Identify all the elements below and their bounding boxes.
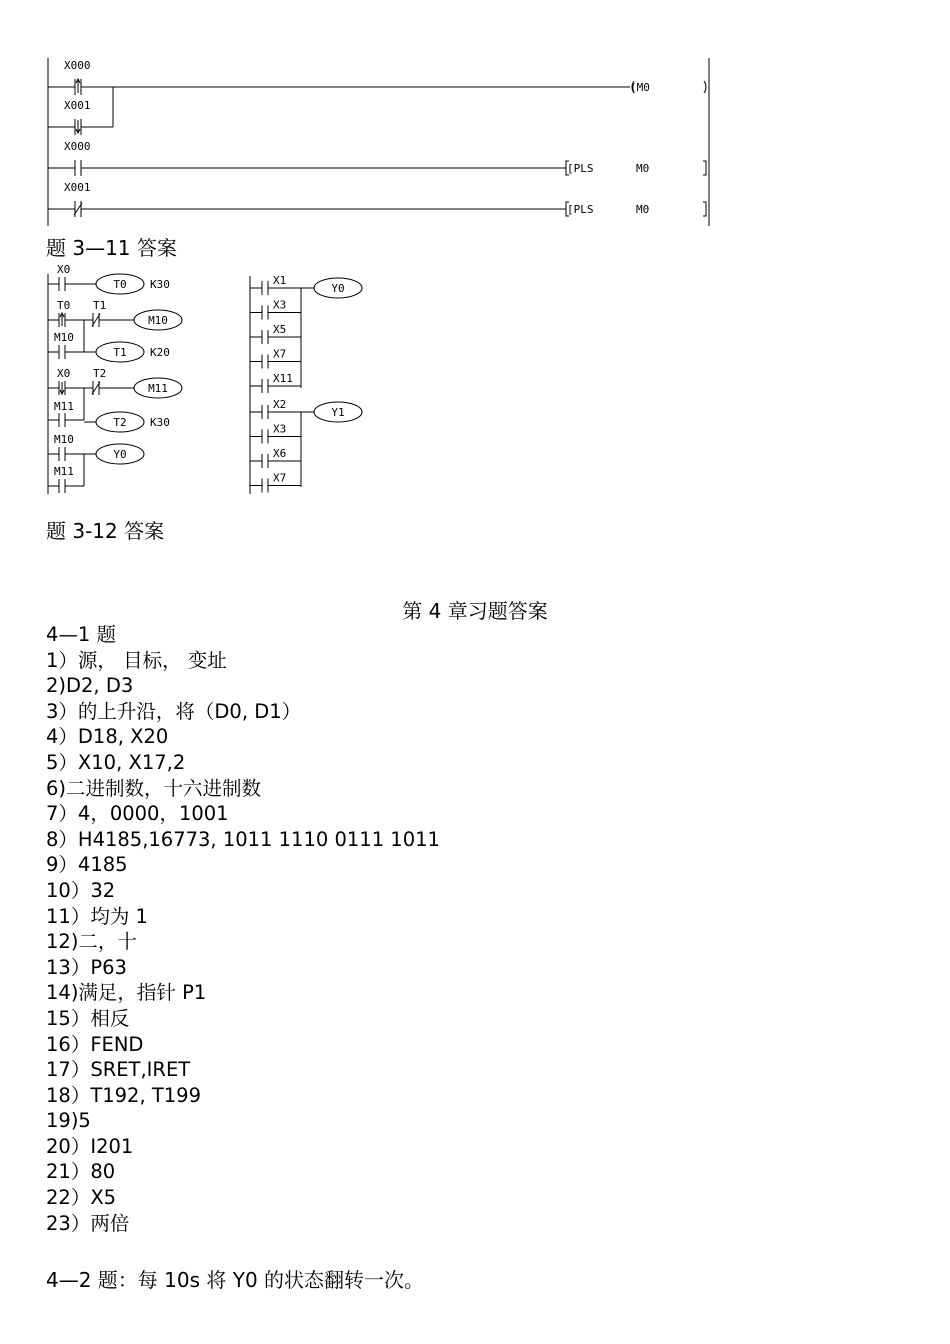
contact-label: X1 bbox=[273, 274, 287, 287]
instruction-label: [PLS bbox=[567, 203, 594, 216]
contact-label: X000 bbox=[64, 59, 91, 72]
contact-label: X11 bbox=[273, 372, 293, 385]
operand-label: M0 bbox=[636, 162, 650, 175]
list-item: 10）32 bbox=[46, 878, 116, 902]
list-item: 12)二，十 bbox=[46, 930, 137, 954]
list-item: 17）SRET,IRET bbox=[46, 1058, 191, 1082]
coil-label: M11 bbox=[148, 382, 168, 395]
contact-label: M10 bbox=[54, 433, 74, 446]
contact-label: X7 bbox=[273, 471, 287, 485]
figure-caption-3-11: 题 3—11 答案 bbox=[46, 236, 177, 260]
list-item: 9）4185 bbox=[46, 853, 128, 877]
contact-label: T2 bbox=[93, 367, 107, 380]
coil-label: T1 bbox=[113, 346, 127, 359]
coil-label: M10 bbox=[148, 314, 168, 327]
list-item: 18）T192, T199 bbox=[46, 1083, 201, 1107]
contact-label: X000 bbox=[64, 140, 91, 153]
contact-label: X001 bbox=[64, 181, 91, 194]
list-item: 21）80 bbox=[46, 1160, 116, 1184]
answer-list bbox=[46, 622, 440, 1236]
contact-label: X2 bbox=[273, 398, 287, 411]
list-item: 5）X10, X17,2 bbox=[46, 750, 186, 774]
constant-label: K30 bbox=[150, 278, 170, 291]
contact-label: T1 bbox=[93, 299, 107, 312]
list-item: 22）X5 bbox=[46, 1186, 117, 1210]
coil-label: Y0 bbox=[113, 448, 127, 461]
coil-label: Y0 bbox=[331, 282, 345, 295]
instruction-label: [PLS bbox=[567, 162, 594, 175]
contact-label: M11 bbox=[54, 465, 74, 478]
constant-label: K20 bbox=[150, 346, 170, 359]
contact-label: X3 bbox=[273, 298, 287, 312]
list-item: 13）P63 bbox=[46, 955, 127, 979]
contact-label: M10 bbox=[54, 331, 74, 344]
coil-label: T2 bbox=[113, 416, 127, 429]
list-item: 15）相反 bbox=[46, 1006, 130, 1030]
contact-label: X5 bbox=[273, 323, 287, 336]
list-item: 2)D2, D3 bbox=[46, 674, 134, 698]
contact-label: M11 bbox=[54, 400, 74, 413]
contact-label: X0 bbox=[57, 263, 71, 276]
figure-caption-3-12: 题 3-12 答案 bbox=[46, 519, 165, 543]
list-item: 8）H4185,16773, 1011 1110 0111 1011 bbox=[46, 827, 440, 851]
list-item: 4）D18, X20 bbox=[46, 725, 169, 749]
list-item: 7）4，0000，1001 bbox=[46, 802, 229, 826]
list-item: 19)5 bbox=[46, 1109, 91, 1133]
chapter-title: 第 4 章习题答案 bbox=[402, 599, 548, 623]
question-4-2: 4—2 题：每 10s 将 Y0 的状态翻转一次。 bbox=[46, 1268, 425, 1292]
coil-label: (M0 bbox=[630, 81, 650, 94]
contact-label: X6 bbox=[273, 447, 287, 460]
coil-label: T0 bbox=[113, 278, 127, 291]
operand-label: M0 bbox=[636, 203, 650, 216]
list-item: 6)二进制数，十六进制数 bbox=[46, 776, 262, 800]
contact-label: X001 bbox=[64, 99, 91, 112]
contact-label: T0 bbox=[57, 299, 71, 312]
list-item: 23）两倍 bbox=[46, 1211, 130, 1235]
list-item: 16）FEND bbox=[46, 1032, 144, 1056]
list-item: 1）源， 目标， 变址 bbox=[46, 648, 227, 672]
contact-label: X7 bbox=[273, 347, 287, 361]
contact-label: X3 bbox=[273, 422, 287, 436]
coil-label: Y1 bbox=[331, 406, 345, 419]
constant-label: K30 bbox=[150, 416, 170, 429]
list-item: 3）的上升沿，将（D0, D1） bbox=[46, 699, 302, 723]
contact-label: X0 bbox=[57, 367, 71, 380]
list-item: 11）均为 1 bbox=[46, 904, 148, 928]
list-item: 4—1 题 bbox=[46, 623, 117, 646]
list-item: 20）I201 bbox=[46, 1134, 134, 1158]
list-item: 14)满足，指针 P1 bbox=[46, 981, 207, 1005]
